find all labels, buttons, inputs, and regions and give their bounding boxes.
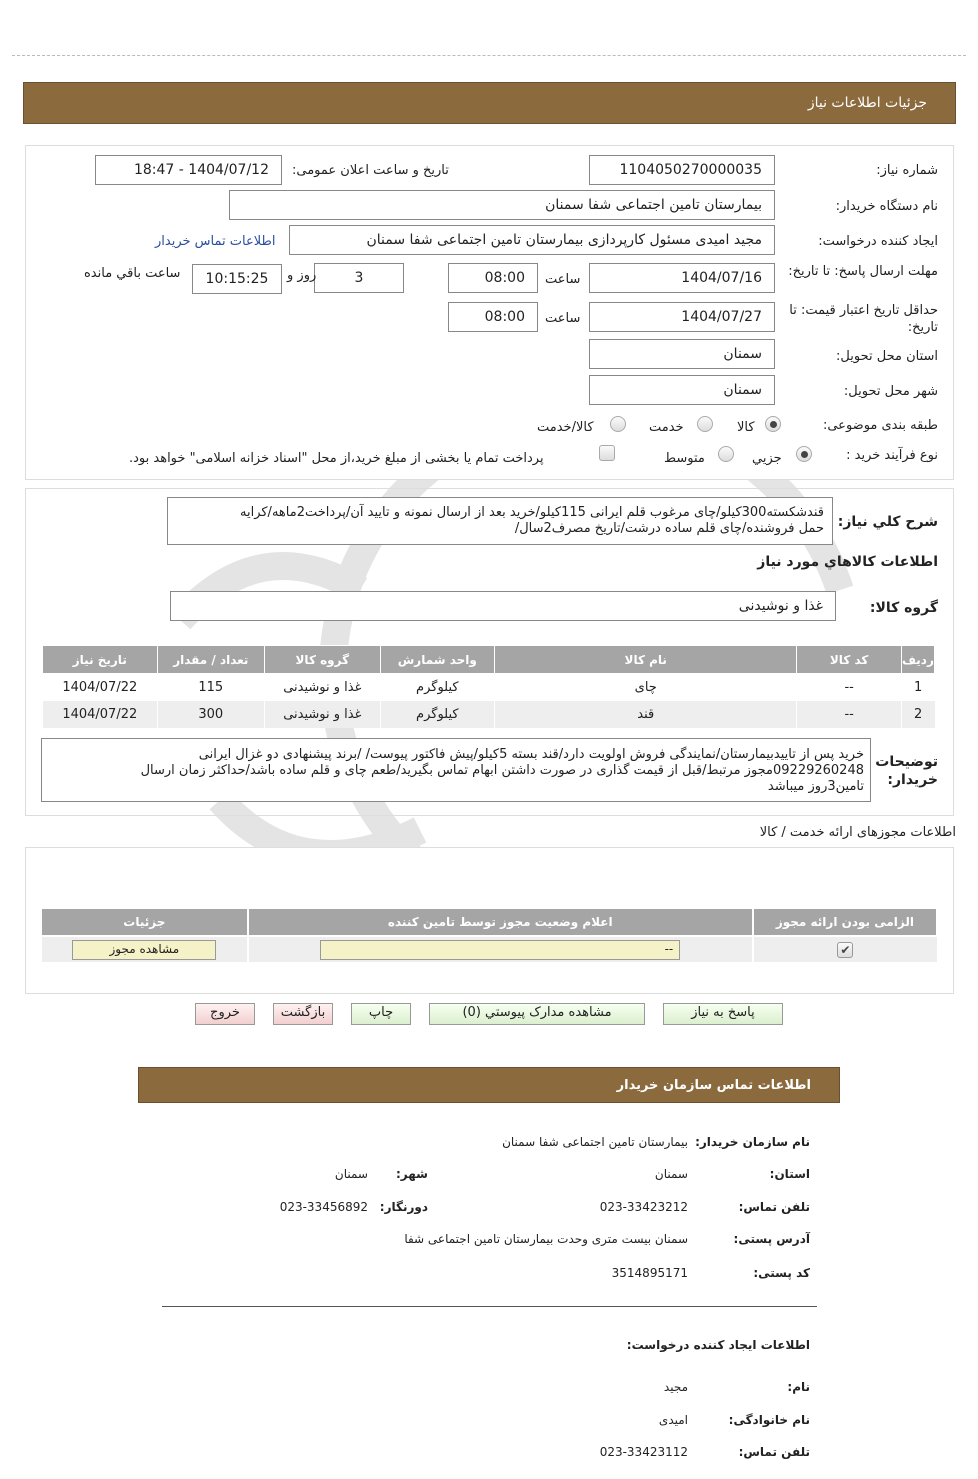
licenses-title: اطلاعات مجوزهای ارائه خدمت / کالا	[759, 825, 956, 840]
buyer-contact-link[interactable]: اطلاعات تماس خریدار	[155, 234, 276, 249]
back-button[interactable]: بازگشت	[273, 1003, 333, 1025]
category-both-label: کالا/خدمت	[537, 420, 594, 435]
cell-date: 1404/07/22	[43, 674, 158, 701]
col-row: ردیف	[901, 646, 934, 674]
city-field: سمنان	[589, 375, 775, 405]
city-label: شهر محل تحویل:	[843, 384, 938, 399]
need-number-label: شماره نیاز:	[876, 163, 938, 178]
category-both-radio[interactable]	[610, 416, 626, 432]
buyer-notes-label: توضیحات خریدار:	[875, 754, 938, 788]
cell-unit: کیلوگرم	[380, 701, 495, 728]
contact-phone-label: تلفن تماس:	[738, 1200, 810, 1214]
cell-row: 1	[901, 674, 934, 701]
contact-province-label: استان:	[769, 1167, 810, 1181]
top-divider	[12, 55, 966, 56]
license-status-cell	[248, 936, 753, 962]
cell-name: چای	[495, 674, 797, 701]
process-label: نوع فرآیند خرید :	[846, 448, 938, 463]
cell-qty: 115	[157, 674, 264, 701]
creator-info-title: اطلاعات ایجاد کننده درخواست:	[626, 1338, 810, 1352]
description-line-2: حمل فروشنده/چای قلم ساده درشت/تاریخ مصرف2سال/	[514, 521, 824, 536]
license-required-checkbox[interactable]: ✔	[837, 942, 853, 958]
table-row	[43, 701, 935, 728]
province-field: سمنان	[589, 339, 775, 369]
process-medium-label: متوسط	[664, 451, 705, 466]
validity-time-label: ساعت	[545, 311, 581, 326]
days-field: 3	[314, 263, 404, 293]
category-service-label: خدمت	[649, 420, 684, 435]
deadline-time-label: ساعت	[545, 272, 581, 287]
creator-label: ایجاد کننده درخواست:	[818, 234, 938, 249]
page-header	[23, 82, 956, 124]
goods-table-header	[43, 646, 935, 674]
license-status-field[interactable]: --	[320, 940, 680, 960]
buyer-org-field: بیمارستان تامین اجتماعی شفا سمنان	[229, 190, 775, 220]
contact-fax-label: دورنگار:	[379, 1200, 428, 1214]
contact-phone-value: 023-33423212	[599, 1200, 688, 1214]
col-license-status: اعلام وضعیت مجوز توسط تامین کننده	[248, 908, 753, 936]
contact-address-value: سمنان بیست متری وحدت بیمارستان تامین اجتماعی شفا	[404, 1232, 688, 1246]
buyer-notes-line-1: خرید پس از تاییدبیمارستان/نمایندگی فروش اولویت دارد/قند بسته 5کیلو/پیش فاکتور پیوست/ /برند پیشنهادی دو غزال ایرانی	[198, 747, 864, 762]
description-label: شرح کلي نیاز:	[837, 514, 938, 530]
licenses-table-header	[41, 908, 937, 936]
col-date: تاریخ نیاز	[43, 646, 158, 674]
contact-city-label: شهر:	[396, 1167, 428, 1181]
reply-button[interactable]: پاسخ به نیاز	[663, 1003, 783, 1025]
attachments-button[interactable]: مشاهده مدارک پیوستي (0)	[429, 1003, 645, 1025]
contact-city-value: سمنان	[334, 1167, 368, 1181]
contact-header	[138, 1067, 840, 1103]
contact-org-label: نام سازمان خریدار:	[695, 1135, 810, 1149]
cell-row: 2	[901, 701, 934, 728]
remaining-label: ساعت باقي مانده	[84, 266, 181, 281]
deadline-label: مهلت ارسال پاسخ: تا تاریخ:	[788, 264, 938, 279]
col-qty: تعداد / مقدار	[157, 646, 264, 674]
cell-unit: کیلوگرم	[380, 674, 495, 701]
cell-group: غذا و نوشیدنی	[265, 674, 381, 701]
cell-qty: 300	[157, 701, 264, 728]
license-required-cell	[753, 936, 937, 962]
buyer-org-label: نام دستگاه خریدار:	[835, 199, 938, 214]
creator-phone-label: تلفن تماس:	[738, 1445, 810, 1459]
buyer-notes-line-3: تامین3روز میباشد	[767, 779, 864, 794]
contact-postal-value: 3514895171	[611, 1266, 688, 1280]
province-label: استان محل تحویل:	[836, 349, 938, 364]
validity-date-field: 1404/07/27	[589, 302, 775, 332]
creator-name-value: مجید	[663, 1380, 688, 1394]
need-number-field: 1104050270000035	[589, 155, 775, 185]
category-goods-label: کالا	[737, 420, 755, 435]
cell-date: 1404/07/22	[43, 701, 158, 728]
col-name: نام کالا	[495, 646, 797, 674]
buyer-notes-box	[41, 738, 871, 802]
treasury-note: پرداخت تمام یا بخشی از مبلغ خرید،از محل "اسناد خزانه اسلامی" خواهد بود.	[129, 451, 544, 466]
contact-divider	[162, 1306, 817, 1307]
col-group: گروه کالا	[265, 646, 381, 674]
goods-table	[42, 645, 935, 728]
goods-group-label: گروه کالا:	[869, 600, 938, 616]
contact-fax-value: 023-33456892	[279, 1200, 368, 1214]
goods-section-title: اطلاعات کالاهاي مورد نیاز	[757, 554, 938, 570]
creator-phone-value: 023-33423112	[599, 1445, 688, 1459]
category-service-radio[interactable]	[697, 416, 713, 432]
description-line-1: قندشکسته300کیلو/چای مرغوب قلم ایرانی 115کیلو/خرید بعد از ارسال نمونه و تایید آن/پرداخت2ماهه/کرایه	[240, 505, 824, 520]
validity-time-field: 08:00	[448, 302, 538, 332]
process-partial-radio[interactable]	[796, 446, 812, 462]
treasury-checkbox[interactable]	[599, 445, 615, 461]
cell-group: غذا و نوشیدنی	[265, 701, 381, 728]
col-unit: واحد شمارش	[380, 646, 495, 674]
goods-group-field: غذا و نوشیدنی	[170, 591, 836, 621]
cell-code: --	[797, 701, 901, 728]
table-row	[41, 936, 937, 962]
page-title: جزئیات اطلاعات نیاز	[807, 95, 927, 111]
category-goods-radio[interactable]	[765, 416, 781, 432]
category-label: طبقه بندی موضوعی:	[822, 418, 938, 433]
process-medium-radio[interactable]	[718, 446, 734, 462]
table-row	[43, 674, 935, 701]
print-button[interactable]: چاپ	[351, 1003, 411, 1025]
announce-field: 1404/07/12 - 18:47	[95, 155, 282, 185]
process-partial-label: جزیي	[752, 451, 782, 466]
validity-label: حداقل تاریخ اعتبار قیمت: تا تاریخ:	[789, 303, 938, 335]
col-code: کد کالا	[797, 646, 901, 674]
deadline-time-field: 08:00	[448, 263, 538, 293]
contact-title: اطلاعات تماس سازمان خریدار	[616, 1077, 811, 1093]
days-label: روز و	[287, 268, 317, 283]
deadline-date-field: 1404/07/16	[589, 263, 775, 293]
col-license-details: جزئیات	[41, 908, 248, 936]
announce-label: تاریخ و ساعت اعلان عمومی:	[292, 163, 449, 178]
licenses-table	[40, 907, 938, 962]
view-license-button[interactable]: مشاهده مجوز	[72, 940, 216, 960]
contact-org-value: بیمارستان تامین اجتماعی شفا سمنان	[502, 1135, 688, 1149]
creator-name-label: نام:	[787, 1380, 810, 1394]
creator-family-label: نام خانوادگی:	[728, 1413, 810, 1427]
contact-address-label: آدرس پستی:	[733, 1232, 810, 1246]
col-license-required: الزامی بودن ارائه مجوز	[753, 908, 937, 936]
remaining-time-field: 10:15:25	[192, 264, 282, 294]
cell-code: --	[797, 674, 901, 701]
creator-field: مجید امیدی مسئول کارپردازی بیمارستان تامین اجتماعی شفا سمنان	[289, 225, 775, 255]
creator-family-value: امیدی	[658, 1413, 688, 1427]
license-details-cell	[41, 936, 248, 962]
contact-province-value: سمنان	[654, 1167, 688, 1181]
exit-button[interactable]: خروج	[195, 1003, 255, 1025]
cell-name: قند	[495, 701, 797, 728]
description-box	[167, 497, 833, 545]
contact-postal-label: کد پستی:	[753, 1266, 810, 1280]
buyer-notes-line-2: 09229260248مجوز مرتبط/قبل از قیمت گذاری در صورت داشتن ابهام تماس بگیرید/طعم چای و قلم ساده باشد/حداکثر زمان ارسال	[140, 763, 864, 778]
